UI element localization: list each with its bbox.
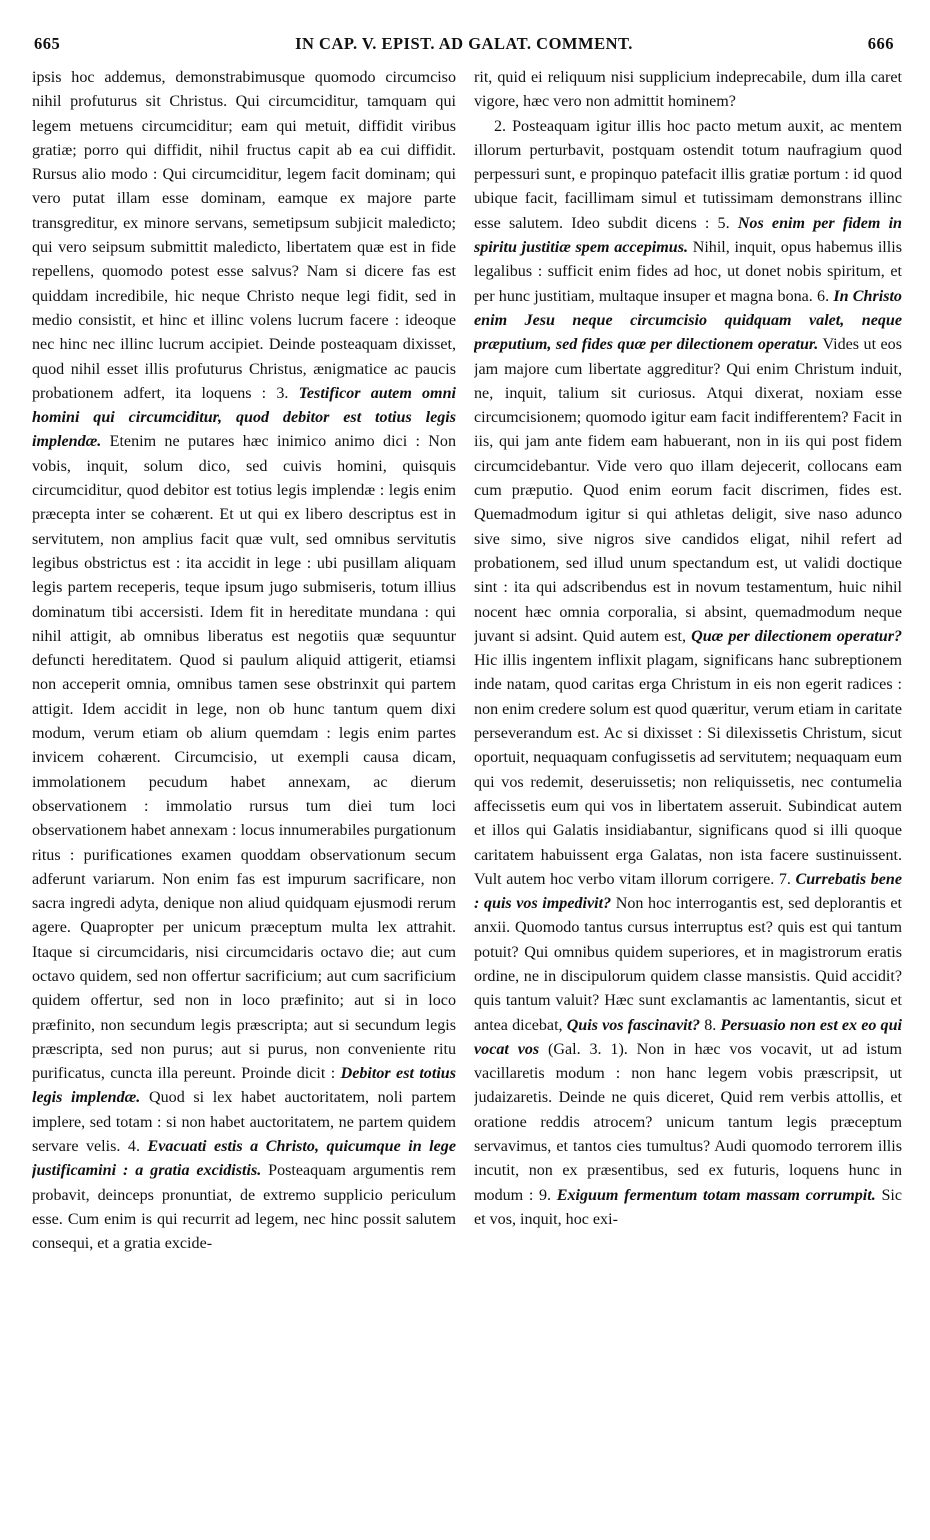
paragraph [474,115,902,1233]
text-run: Etenim ne putares hæc inimico animo dici : Non vobis, inquit, solum dico, sed cuivis homini, quisquis circumciditur, quod debitor est totius legis implendæ : legis enim præcepta inter se cohærent. Et ut qui ex libero descriptus est in servitutem, non amplius facit quæ vult, sed omnibus servitutis legibus obstrictus est : ita accidit in lege : ubi pusillam aliquam legis partem receperis, teque ipsum jugo submiseris, totum illius dominatum tibi accersisti. Idem fit in hereditate mundana : qui nihil attigit, ab omnibus liberatus est negotiis quæ sequuntur defuncti hereditatem. Quod si paulum aliquid attigerit, etiamsi non acceperit omnia, omnibus tamen sese obstrinxit qui partem attigit. Idem accidit in lege, non ob hunc tantum quem dixi modum, verum etiam ob alium quemdam : legis enim partes invicem cohærent. Circumcisio, ut exempli causa dicam, immolationem pecudum habet annexam, ac dierum observationem : immolatio rursus tum diei tum loci observationem habet annexam : locus innumerabiles purgationum ritus : purificationes examen quoddam observationum secum adferunt variarum. Non enim fas est impurum sacrificare, non sacra ingredi adyta, denique non aliud quidquam ejusmodi rerum agere. Quapropter per unicum præceptum multa lex attrahit. Itaque si circumcidaris, nisi circumcidaris octavo die; aut cum octavo quidem, sed non offertur sacrificium; aut cum sacrificium quidem offertur, sed non in loco præfinito; aut si in loco præfinito, non secundum legis præscripta; aut si secundum legis præscripta, sed non purus; aut si purus, non conveniente ritu purificatus, cuncta illa pereunt. Proinde dicit : [32,433,456,1083]
page-number-left: 665 [34,34,61,53]
text-run: Posteaquam argumentis rem probavit, deinceps pronuntiat, de extremo supplicio periculum esse. Cum enim is qui recurrit ad legem, nec hinc possit salutem consequi, et a gratia excide- [32,1162,456,1253]
scripture-quote: Nos enim per fidem in spiritu justitiæ spem accepimus. [474,214,902,257]
running-header [34,34,894,60]
page-number-right: 666 [867,34,894,53]
scripture-quote: Quæ per dilectionem operatur? [691,627,902,645]
text-run: ipsis hoc addemus, demonstrabimusque quomodo circumciso nihil profuturus sit Christus. Qui circumciditur, tamquam qui legem metuens circumciditur; eam qui metuit, diffidit viribus gratiæ; porro qui diffidit, nihil fructus capit ab ea cui diffidit. Rursus alio modo : Qui circumciditur, legem facit dominam; qui vero putat illam esse dominam, eamque ex majore parte transgreditur, ex minore servans, semetipsum subjicit maledicto; qui vero seipsum submittit maledicto, libertatem quæ est in fide repellens, quomodo potest esse salvus? Nam si dicere fas est quiddam incredibile, hic neque Christo neque legi fidit, sed in medio consistit, et hinc et illinc volens lucrum facere : ideoque nec hinc nec illinc lucrum accipiet. Deinde posteaquam dixisset, quod nihil esset illis profuturus Christus, ænigmatice ac paucis probationem adfert, ita loquens : 3. [32,69,456,402]
text-run: Hic illis ingentem inflixit plagam, significans hanc subreptionem inde natam, quod caritas erga Christum in eis non egerit radices : non enim credere solum est quod quæritur, verum etiam in caritate perseverandum est. Ac si dixisset : Si dilexissetis Christum, sicut oportuit, nequaquam confugissetis ad servitutem; nequaquam eum qui vos redemit, deseruissetis; non reliquissetis, nec contumelia affecissetis eum qui vos in libertatem asseruit. Subindicat autem et illos qui Galatis insidiabantur, significans quod si illi quoque caritatem habuissent erga Galatas, non ista facere sustinuissent. Vult autem hoc verbo vitam illorum corrigere. 7. [474,652,902,888]
scripture-quote: Currebatis bene : quis vos impedivit? [474,870,902,913]
text-run: Quod si lex habet auctoritatem, noli partem implere, sed totam : si non habet auctoritatem, ne partem quidem servare velis. 4. [32,1089,456,1156]
scripture-quote: Exiguum fermentum totam massam corrumpit. [556,1186,876,1204]
text-run: Nihil, inquit, opus habemus illis legalibus : sufficit enim fides ad hoc, ut donet nobis spiritum, et per hunc justitiam, multaque insuper et magna bona. 6. [474,239,902,305]
scripture-quote: Debitor est totius legis implendæ. [32,1065,456,1107]
text-run: Sic et vos, inquit, hoc exi- [474,1186,902,1228]
paragraph: rit, quid ei reliquum nisi supplicium indeprecabile, dum illa caret vigore, hæc vero non admittit hominem? [474,69,902,111]
scripture-quote: Persuasio non est ex eo qui vocat vos [474,1016,902,1058]
scripture-quote: Testificor autem omni homini qui circumciditur, quod debitor est totius legis implendæ. [32,384,456,451]
text-run: (Gal. 3. 1). Non in hæc vos vocavit, ut ad istum vacillaretis modum : non hanc legem vobis præscripsit, ut judaizaretis. Deinde ne quis diceret, Quid rem verbis attollis, et oratione reddis atrocem? unicum tantum legis præceptum servavimus, et tantos cies tumultus? Audi quomodo terrorem illis incutit, non ex præsentibus, sed ex futuris, loquens hunc in modum : 9. [474,1040,902,1204]
text-run: 8. [700,1016,721,1034]
scripture-quote: Quis vos fascinavit? [566,1016,701,1034]
text-run: 2. Posteaquam igitur illis hoc pacto metum auxit, ac mentem illorum perturbavit, postquam ostendit totum naufragium quod perpessuri sunt, e propinquo patefacit illis gratiæ portum : id quod ubique facit, facillimam simul et tutissimam demonstrans illinc esse salutem. Ideo subdit dicens : 5. [474,117,902,232]
text-run: Non hoc interrogantis est, sed deplorantis et anxii. Quomodo tantus cursus interruptus est? quis est qui tantum potuit? Qui omnibus quidem superiores, et in magistrorum eratis ordine, ne in discipulorum quidem classe mansistis. Quid accidit? quis tantum valuit? Hæc sunt exclamantis ac lamentantis, sicut et antea dicebat, [474,895,902,1034]
scripture-quote: Evacuati estis a Christo, quicumque in lege justificamini : a gratia excidistis. [32,1138,456,1180]
scripture-quote: In Christo enim Jesu neque circumcisio quidquam valet, neque præputium, sed fides quæ per dilectionem operatur. [474,287,902,354]
running-title: IN CAP. V. EPIST. AD GALAT. COMMENT. [295,34,633,53]
left-column [32,66,456,1528]
paragraph [32,66,456,1257]
text-run: Vides ut eos jam majore cum libertate aggreditur? Qui enim Christum induit, ne, inquit, talium sit curiosus. Atqui dixerat, noxiam esse circumcisionem; quomodo igitur eam facit indifferentem? Facit in iis, qui jam ante fidem eam habuerant, non in iis qui post fidem circumcidebantur. Vide vero quo illam dejecerit, collocans eam cum præputio. Quod enim eorum facit discrimen, fides est. Quemadmodum igitur si qui athletas deligit, sive naso adunco sive simo, sive nigros sive candidos eligat, nihil refert ad probationem, sed illud unum spectandum est, ut validi doctique sint : ita qui adscribendus est in novum testamentum, huic nihil nocent hæc omnia corporalia, si absint, quemadmodum neque juvant si adsint. Quid autem est, [474,336,902,645]
right-column [474,66,902,1528]
